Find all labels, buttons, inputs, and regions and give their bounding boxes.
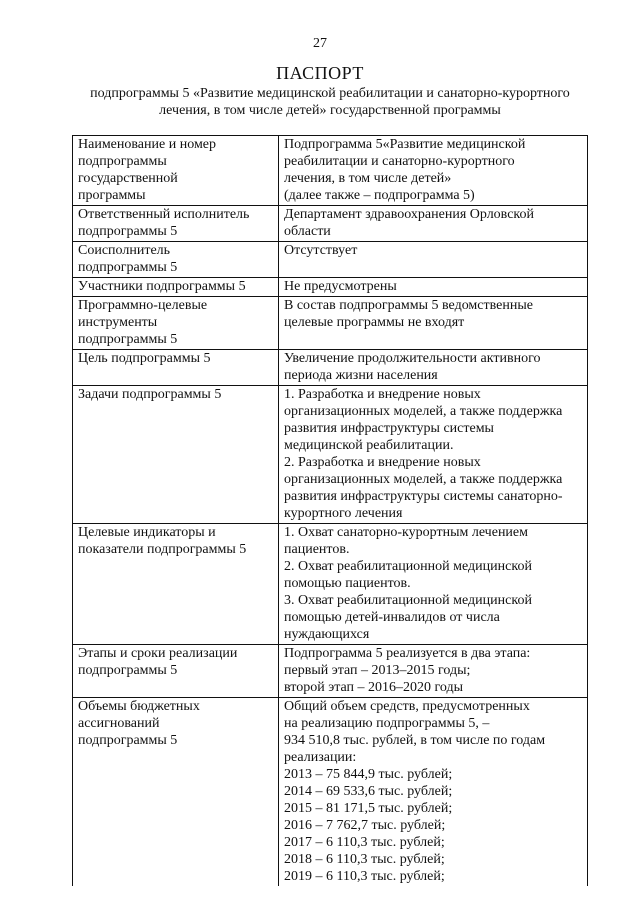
row-label-cell: [73, 136, 279, 206]
row-value-cell: [279, 297, 588, 350]
row-value-line: первый этап – 2013–2015 годы;: [284, 663, 471, 678]
row-label-line: Объемы бюджетных: [78, 699, 200, 714]
passport-table-body: [73, 136, 588, 887]
row-label-line: государственной: [78, 171, 178, 186]
row-value-line: 2019 – 6 110,3 тыс. рублей;: [284, 869, 445, 884]
row-value-line: 2017 – 6 110,3 тыс. рублей;: [284, 835, 445, 850]
row-label-cell: [73, 386, 279, 524]
document-title: ПАСПОРТ: [276, 63, 364, 83]
row-value-line: медицинской реабилитации.: [284, 438, 454, 453]
row-value-cell: [279, 524, 588, 645]
row-value-line: 2018 – 6 110,3 тыс. рублей;: [284, 852, 445, 867]
row-value-line: Департамент здравоохранения Орловской: [284, 207, 535, 222]
row-value-cell: [279, 242, 588, 278]
row-label-line: Целевые индикаторы и: [78, 525, 216, 540]
row-label-line: подпрограммы 5: [78, 733, 178, 748]
row-label-line: подпрограммы 5: [78, 224, 178, 239]
row-value-line: 1. Охват санаторно-курортным лечением: [284, 525, 528, 540]
row-label-cell: [73, 698, 279, 887]
row-value-line: 2015 – 81 171,5 тыс. рублей;: [284, 801, 453, 816]
row-label-cell: [73, 242, 279, 278]
row-value-cell: [279, 350, 588, 386]
row-label-line: Цель подпрограммы 5: [78, 351, 211, 366]
row-label-cell: [73, 524, 279, 645]
passport-row: [73, 645, 588, 698]
row-value-line: 3. Охват реабилитационной медицинской: [284, 593, 532, 608]
row-value-line: нуждающихся: [284, 627, 370, 642]
row-label-line: Соисполнитель: [78, 243, 171, 258]
row-value-cell: [279, 386, 588, 524]
row-label-cell: [73, 278, 279, 297]
row-value-line: (далее также – подпрограмма 5): [284, 188, 475, 203]
row-label-line: подпрограммы 5: [78, 260, 178, 275]
row-value-line: 2013 – 75 844,9 тыс. рублей;: [284, 767, 453, 782]
row-value-line: развития инфраструктуры системы санаторно-: [284, 489, 563, 504]
row-value-line: Подпрограмма 5 реализуется в два этапа:: [284, 646, 531, 661]
passport-row: [73, 242, 588, 278]
row-value-line: 934 510,8 тыс. рублей, в том числе по годам: [284, 733, 546, 748]
row-value-line: Общий объем средств, предусмотренных: [284, 699, 530, 714]
row-value-line: 2016 – 7 762,7 тыс. рублей;: [284, 818, 446, 833]
row-value-line: пациентов.: [284, 542, 350, 557]
row-label-line: Наименование и номер: [78, 137, 217, 152]
row-value-line: Подпрограмма 5«Развитие медицинской: [284, 137, 526, 152]
row-value-line: развития инфраструктуры системы: [284, 421, 494, 436]
row-value-line: реабилитации и санаторно-курортного: [284, 154, 515, 169]
row-label-line: Этапы и сроки реализации: [78, 646, 238, 661]
row-value-line: помощью детей-инвалидов от числа: [284, 610, 500, 625]
row-value-line: Не предусмотрены: [284, 279, 397, 294]
row-value-line: Отсутствует: [284, 243, 358, 258]
row-value-line: В состав подпрограммы 5 ведомственные: [284, 298, 533, 313]
passport-row: [73, 297, 588, 350]
row-value-line: Увеличение продолжительности активного: [284, 351, 541, 366]
passport-row: [73, 350, 588, 386]
row-value-line: 1. Разработка и внедрение новых: [284, 387, 481, 402]
row-value-line: второй этап – 2016–2020 годы: [284, 680, 464, 695]
page-number: 27: [313, 36, 327, 51]
row-label-line: инструменты: [78, 315, 158, 330]
row-value-cell: [279, 698, 588, 887]
row-label-cell: [73, 206, 279, 242]
row-label-line: Ответственный исполнитель: [78, 207, 250, 222]
row-value-line: организационных моделей, а также поддержка: [284, 404, 563, 419]
row-value-line: целевые программы не входят: [284, 315, 465, 330]
row-label-line: ассигнований: [78, 716, 160, 731]
passport-row: [73, 278, 588, 297]
row-label-line: подпрограммы 5: [78, 663, 178, 678]
row-value-line: 2. Охват реабилитационной медицинской: [284, 559, 532, 574]
passport-row: [73, 524, 588, 645]
row-value-cell: [279, 206, 588, 242]
document-subtitle: [70, 85, 590, 119]
row-value-line: организационных моделей, а также поддержка: [284, 472, 563, 487]
row-label-cell: [73, 297, 279, 350]
row-value-line: 2. Разработка и внедрение новых: [284, 455, 481, 470]
row-label-line: показатели подпрограммы 5: [78, 542, 247, 557]
row-value-cell: [279, 278, 588, 297]
row-value-line: периода жизни населения: [284, 368, 438, 383]
row-value-line: помощью пациентов.: [284, 576, 411, 591]
row-value-line: на реализацию подпрограммы 5, –: [284, 716, 490, 731]
row-value-line: лечения, в том числе детей»: [284, 171, 452, 186]
row-value-cell: [279, 645, 588, 698]
row-value-line: реализации:: [284, 750, 357, 765]
subtitle-line: лечения, в том числе детей» государственной программы: [159, 103, 501, 118]
row-label-cell: [73, 645, 279, 698]
row-value-line: 2014 – 69 533,6 тыс. рублей;: [284, 784, 453, 799]
passport-row: [73, 386, 588, 524]
row-label-cell: [73, 350, 279, 386]
passport-table: [72, 135, 588, 886]
row-value-cell: [279, 136, 588, 206]
passport-row: [73, 136, 588, 206]
row-value-line: области: [284, 224, 331, 239]
passport-row: [73, 206, 588, 242]
row-value-line: курортного лечения: [284, 506, 403, 521]
subtitle-line: подпрограммы 5 «Развитие медицинской реабилитации и санаторно-курортного: [90, 86, 570, 101]
row-label-line: Программно-целевые: [78, 298, 208, 313]
row-label-line: Задачи подпрограммы 5: [78, 387, 222, 402]
row-label-line: подпрограммы 5: [78, 332, 178, 347]
row-label-line: подпрограммы: [78, 154, 167, 169]
row-label-line: программы: [78, 188, 146, 203]
passport-row: [73, 698, 588, 887]
row-label-line: Участники подпрограммы 5: [78, 279, 246, 294]
